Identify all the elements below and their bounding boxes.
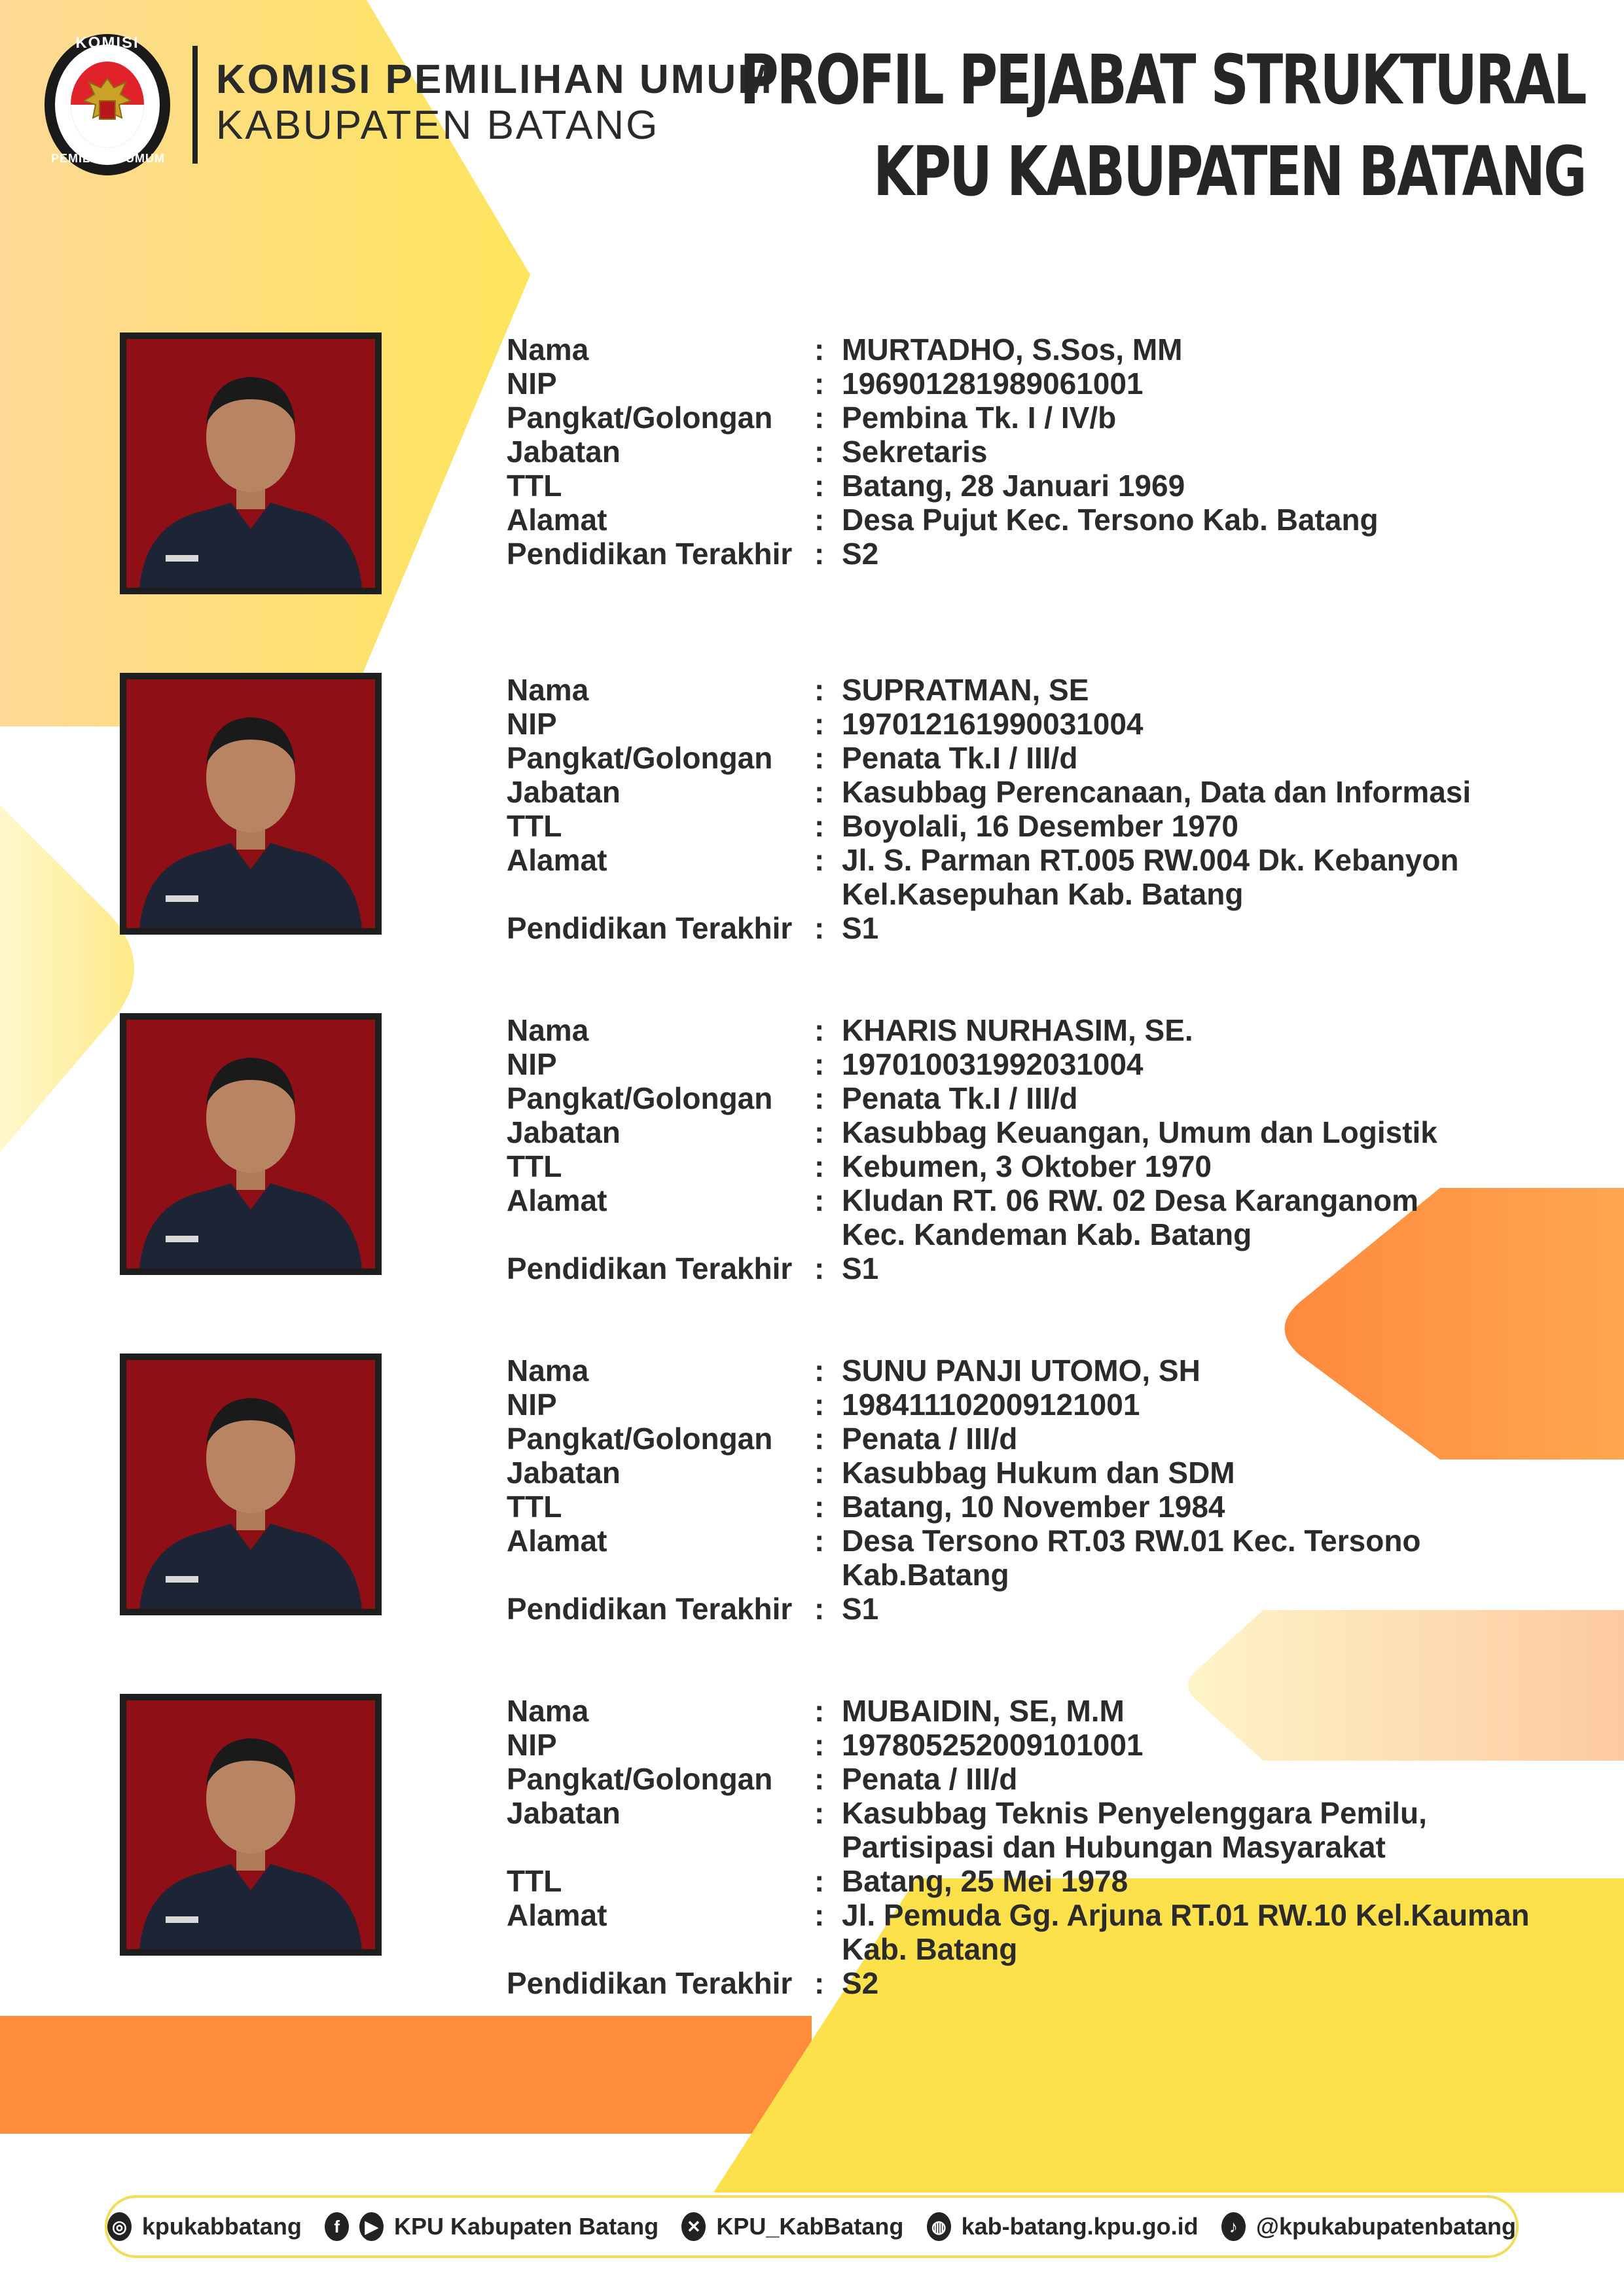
- field-row-nip: [507, 367, 1529, 401]
- field-label-pangkat: Pangkat/Golongan: [507, 1762, 773, 1796]
- field-value-alamat: Desa Pujut Kec. Tersono Kab. Batang: [842, 503, 1379, 537]
- person-silhouette-icon: [126, 1020, 375, 1268]
- field-label-pangkat: Pangkat/Golongan: [507, 1422, 773, 1456]
- logo-top-text: KOMISI: [75, 34, 139, 52]
- field-row-alamat: [507, 1524, 1529, 1558]
- person-silhouette-icon: [126, 1700, 375, 1949]
- field-separator: [814, 1932, 842, 1966]
- field-label-pendidikan: Pendidikan Terakhir: [507, 537, 793, 571]
- field-value-alamat: Kab.Batang: [842, 1558, 1009, 1592]
- field-separator: :: [814, 1149, 825, 1183]
- field-value-nama: MUBAIDIN, SE, M.M: [842, 1694, 1125, 1728]
- field-value-nip: 198411102009121001: [842, 1388, 1140, 1422]
- field-row-pendidikan: [507, 911, 1529, 945]
- field-separator: :: [814, 1422, 825, 1456]
- x-handle[interactable]: KPU_KabBatang: [716, 2213, 904, 2240]
- field-separator: :: [814, 1115, 825, 1149]
- tiktok-icon[interactable]: ♪: [1221, 2212, 1246, 2241]
- field-row-nama: [507, 1694, 1529, 1728]
- field-label-nip: NIP: [507, 367, 557, 401]
- field-row-pangkat: [507, 1762, 1529, 1796]
- field-row-pangkat: [507, 741, 1529, 775]
- field-label-alamat: Alamat: [507, 1183, 607, 1217]
- field-separator: :: [814, 741, 825, 775]
- field-value-jabatan: Kasubbag Perencanaan, Data dan Informasi: [842, 775, 1471, 809]
- field-separator: :: [814, 469, 825, 503]
- field-separator: :: [814, 673, 825, 707]
- field-value-nip: 196901281989061001: [842, 367, 1144, 401]
- field-label-jabatan: Jabatan: [507, 1796, 621, 1830]
- field-row-alamat: [507, 843, 1529, 877]
- profile-fields: [507, 332, 1529, 571]
- field-value-pendidikan: S2: [842, 537, 879, 571]
- tiktok-handle[interactable]: @kpukabupatenbatang: [1255, 2213, 1517, 2240]
- field-label-pendidikan: Pendidikan Terakhir: [507, 911, 793, 945]
- field-row-nama: [507, 1354, 1529, 1388]
- field-value-alamat: Jl. S. Parman RT.005 RW.004 Dk. Kebanyon: [842, 843, 1459, 877]
- field-label-ttl: TTL: [507, 809, 562, 843]
- profile-photo: [120, 673, 382, 935]
- field-row-alamat: [507, 1558, 1529, 1592]
- field-label-ttl: TTL: [507, 1490, 562, 1524]
- field-value-ttl: Batang, 10 November 1984: [842, 1490, 1225, 1524]
- field-row-ttl: [507, 469, 1529, 503]
- field-value-alamat: Jl. Pemuda Gg. Arjuna RT.01 RW.10 Kel.Kauman: [842, 1898, 1530, 1932]
- field-row-pendidikan: [507, 1966, 1529, 2000]
- field-label-nama: Nama: [507, 1013, 589, 1047]
- field-row-alamat: [507, 1898, 1529, 1932]
- field-value-nama: SUPRATMAN, SE: [842, 673, 1089, 707]
- field-separator: :: [814, 911, 825, 945]
- field-row-pendidikan: [507, 1592, 1529, 1626]
- profile-photo: [120, 1013, 382, 1275]
- profile-fields: [507, 1694, 1529, 2000]
- field-label-ttl: TTL: [507, 1149, 562, 1183]
- field-label-nip: NIP: [507, 1728, 557, 1762]
- field-value-alamat: Kel.Kasepuhan Kab. Batang: [842, 877, 1244, 911]
- field-row-jabatan: [507, 1796, 1529, 1830]
- field-row-jabatan: [507, 1830, 1529, 1864]
- field-label-alamat: [507, 1217, 814, 1251]
- field-separator: :: [814, 843, 825, 877]
- field-row-nip: [507, 707, 1529, 741]
- profile-photo: [120, 1354, 382, 1615]
- profile-fields: [507, 1013, 1529, 1285]
- field-separator: :: [814, 1694, 825, 1728]
- field-value-nama: KHARIS NURHASIM, SE.: [842, 1013, 1193, 1047]
- field-separator: :: [814, 1728, 825, 1762]
- field-row-nip: [507, 1728, 1529, 1762]
- field-label-pangkat: Pangkat/Golongan: [507, 741, 773, 775]
- field-row-alamat: [507, 503, 1529, 537]
- field-separator: :: [814, 1898, 825, 1932]
- photo-background: [126, 1020, 375, 1268]
- field-row-alamat: [507, 1183, 1529, 1217]
- field-separator: :: [814, 1966, 825, 2000]
- field-separator: :: [814, 1456, 825, 1490]
- field-label-pangkat: Pangkat/Golongan: [507, 1081, 773, 1115]
- field-label-alamat: Alamat: [507, 1898, 607, 1932]
- field-value-ttl: Batang, 25 Mei 1978: [842, 1864, 1128, 1898]
- field-value-jabatan: Kasubbag Hukum dan SDM: [842, 1456, 1235, 1490]
- field-row-ttl: [507, 1490, 1529, 1524]
- field-value-pendidikan: S1: [842, 911, 879, 945]
- field-value-pendidikan: S1: [842, 1251, 879, 1285]
- field-separator: :: [814, 1081, 825, 1115]
- field-value-pangkat: Penata Tk.I / III/d: [842, 741, 1078, 775]
- field-label-jabatan: Jabatan: [507, 1456, 621, 1490]
- field-separator: :: [814, 809, 825, 843]
- field-value-ttl: Kebumen, 3 Oktober 1970: [842, 1149, 1212, 1183]
- field-separator: [814, 1217, 842, 1251]
- field-separator: :: [814, 1796, 825, 1830]
- field-separator: :: [814, 1762, 825, 1796]
- field-row-pangkat: [507, 401, 1529, 435]
- photo-background: [126, 1700, 375, 1949]
- field-label-alamat: [507, 1558, 814, 1592]
- field-separator: :: [814, 1047, 825, 1081]
- field-separator: :: [814, 775, 825, 809]
- field-value-pangkat: Penata Tk.I / III/d: [842, 1081, 1078, 1115]
- field-label-ttl: TTL: [507, 469, 562, 503]
- field-separator: :: [814, 1524, 825, 1558]
- field-separator: [814, 1830, 842, 1864]
- profile-fields: [507, 673, 1529, 945]
- field-value-pendidikan: S2: [842, 1966, 879, 2000]
- field-label-alamat: Alamat: [507, 843, 607, 877]
- field-label-nama: Nama: [507, 673, 589, 707]
- field-label-nama: Nama: [507, 332, 589, 367]
- field-row-ttl: [507, 1149, 1529, 1183]
- globe-icon[interactable]: ◍: [927, 2212, 951, 2241]
- field-label-nama: Nama: [507, 1354, 589, 1388]
- field-row-alamat: [507, 1932, 1529, 1966]
- field-row-alamat: [507, 1217, 1529, 1251]
- field-label-nama: Nama: [507, 1694, 589, 1728]
- field-separator: :: [814, 1013, 825, 1047]
- field-separator: :: [814, 435, 825, 469]
- x-icon[interactable]: ✕: [681, 2212, 706, 2241]
- field-label-pendidikan: Pendidikan Terakhir: [507, 1592, 793, 1626]
- social-footer: [105, 2195, 1519, 2258]
- field-separator: :: [814, 332, 825, 367]
- field-label-pendidikan: Pendidikan Terakhir: [507, 1251, 793, 1285]
- field-separator: :: [814, 1490, 825, 1524]
- brand-line-2: KABUPATEN BATANG: [216, 103, 660, 148]
- field-value-alamat: Kec. Kandeman Kab. Batang: [842, 1217, 1252, 1251]
- instagram-handle[interactable]: kpukabbatang: [141, 2213, 302, 2240]
- field-label-alamat: [507, 877, 814, 911]
- field-row-nama: [507, 673, 1529, 707]
- field-label-jabatan: Jabatan: [507, 435, 621, 469]
- field-separator: :: [814, 707, 825, 741]
- field-label-pangkat: Pangkat/Golongan: [507, 401, 773, 435]
- photo-background: [126, 1360, 375, 1609]
- field-row-pendidikan: [507, 537, 1529, 571]
- field-separator: :: [814, 537, 825, 571]
- field-row-jabatan: [507, 1456, 1529, 1490]
- field-label-jabatan: Jabatan: [507, 1115, 621, 1149]
- field-row-jabatan: [507, 775, 1529, 809]
- field-label-jabatan: Jabatan: [507, 775, 621, 809]
- field-value-pendidikan: S1: [842, 1592, 879, 1626]
- field-label-nip: NIP: [507, 1388, 557, 1422]
- field-value-nama: SUNU PANJI UTOMO, SH: [842, 1354, 1200, 1388]
- document-title: [501, 34, 1585, 217]
- field-separator: :: [814, 503, 825, 537]
- brand-line-1: KOMISI PEMILIHAN UMUM: [216, 57, 774, 102]
- facebook-icon[interactable]: f: [325, 2212, 349, 2241]
- youtube-icon[interactable]: ▶: [359, 2212, 384, 2241]
- instagram-icon[interactable]: ◎: [107, 2212, 132, 2241]
- field-label-alamat: [507, 1932, 814, 1966]
- field-label-pendidikan: Pendidikan Terakhir: [507, 1966, 793, 2000]
- field-value-nip: 197010031992031004: [842, 1047, 1144, 1081]
- field-value-jabatan: Partisipasi dan Hubungan Masyarakat: [842, 1830, 1386, 1864]
- field-label-nip: NIP: [507, 707, 557, 741]
- field-separator: :: [814, 1183, 825, 1217]
- field-value-ttl: Batang, 28 Januari 1969: [842, 469, 1185, 503]
- field-value-pangkat: Penata / III/d: [842, 1422, 1018, 1456]
- field-value-alamat: Kab. Batang: [842, 1932, 1018, 1966]
- field-value-jabatan: Kasubbag Keuangan, Umum dan Logistik: [842, 1115, 1437, 1149]
- field-row-jabatan: [507, 1115, 1529, 1149]
- field-label-nip: NIP: [507, 1047, 557, 1081]
- photo-background: [126, 339, 375, 588]
- field-value-pangkat: Penata / III/d: [842, 1762, 1018, 1796]
- field-row-alamat: [507, 877, 1529, 911]
- profile-photo: [120, 1694, 382, 1956]
- field-separator: :: [814, 401, 825, 435]
- field-row-nama: [507, 1013, 1529, 1047]
- field-label-ttl: TTL: [507, 1864, 562, 1898]
- title-line-2: KPU KABUPATEN BATANG: [873, 132, 1585, 211]
- field-value-nip: 197012161990031004: [842, 707, 1144, 741]
- field-value-nip: 197805252009101001: [842, 1728, 1144, 1762]
- field-row-pangkat: [507, 1081, 1529, 1115]
- field-row-nama: [507, 332, 1529, 367]
- field-value-alamat: Desa Tersono RT.03 RW.01 Kec. Tersono: [842, 1524, 1421, 1558]
- field-row-ttl: [507, 1864, 1529, 1898]
- person-silhouette-icon: [126, 679, 375, 928]
- field-separator: :: [814, 367, 825, 401]
- field-separator: :: [814, 1251, 825, 1285]
- field-value-nama: MURTADHO, S.Sos, MM: [842, 332, 1183, 367]
- field-label-alamat: Alamat: [507, 1524, 607, 1558]
- field-value-jabatan: Kasubbag Teknis Penyelenggara Pemilu,: [842, 1796, 1427, 1830]
- field-separator: :: [814, 1864, 825, 1898]
- field-row-pangkat: [507, 1422, 1529, 1456]
- brand-divider: [192, 46, 198, 164]
- person-silhouette-icon: [126, 1360, 375, 1609]
- field-value-ttl: Boyolali, 16 Desember 1970: [842, 809, 1238, 843]
- profile-photo: [120, 332, 382, 594]
- field-label-jabatan: [507, 1830, 814, 1864]
- field-label-alamat: Alamat: [507, 503, 607, 537]
- field-value-jabatan: Sekretaris: [842, 435, 988, 469]
- field-separator: :: [814, 1592, 825, 1626]
- field-separator: :: [814, 1354, 825, 1388]
- field-value-pangkat: Pembina Tk. I / IV/b: [842, 401, 1117, 435]
- field-row-nip: [507, 1047, 1529, 1081]
- field-row-pendidikan: [507, 1251, 1529, 1285]
- field-separator: [814, 877, 842, 911]
- field-value-alamat: Kludan RT. 06 RW. 02 Desa Karanganom: [842, 1183, 1419, 1217]
- website-link[interactable]: kab-batang.kpu.go.id: [961, 2213, 1199, 2240]
- field-separator: :: [814, 1388, 825, 1422]
- logo-bottom-text: PEMILIHAN UMUM: [51, 152, 165, 165]
- field-separator: [814, 1558, 842, 1592]
- person-silhouette-icon: [126, 339, 375, 588]
- field-row-ttl: [507, 809, 1529, 843]
- title-line-1: PROFIL PEJABAT STRUKTURAL: [739, 40, 1585, 120]
- field-row-jabatan: [507, 435, 1529, 469]
- photo-background: [126, 679, 375, 928]
- field-row-nip: [507, 1388, 1529, 1422]
- profile-fields: [507, 1354, 1529, 1626]
- youtube-facebook-handle[interactable]: KPU Kabupaten Batang: [394, 2213, 659, 2240]
